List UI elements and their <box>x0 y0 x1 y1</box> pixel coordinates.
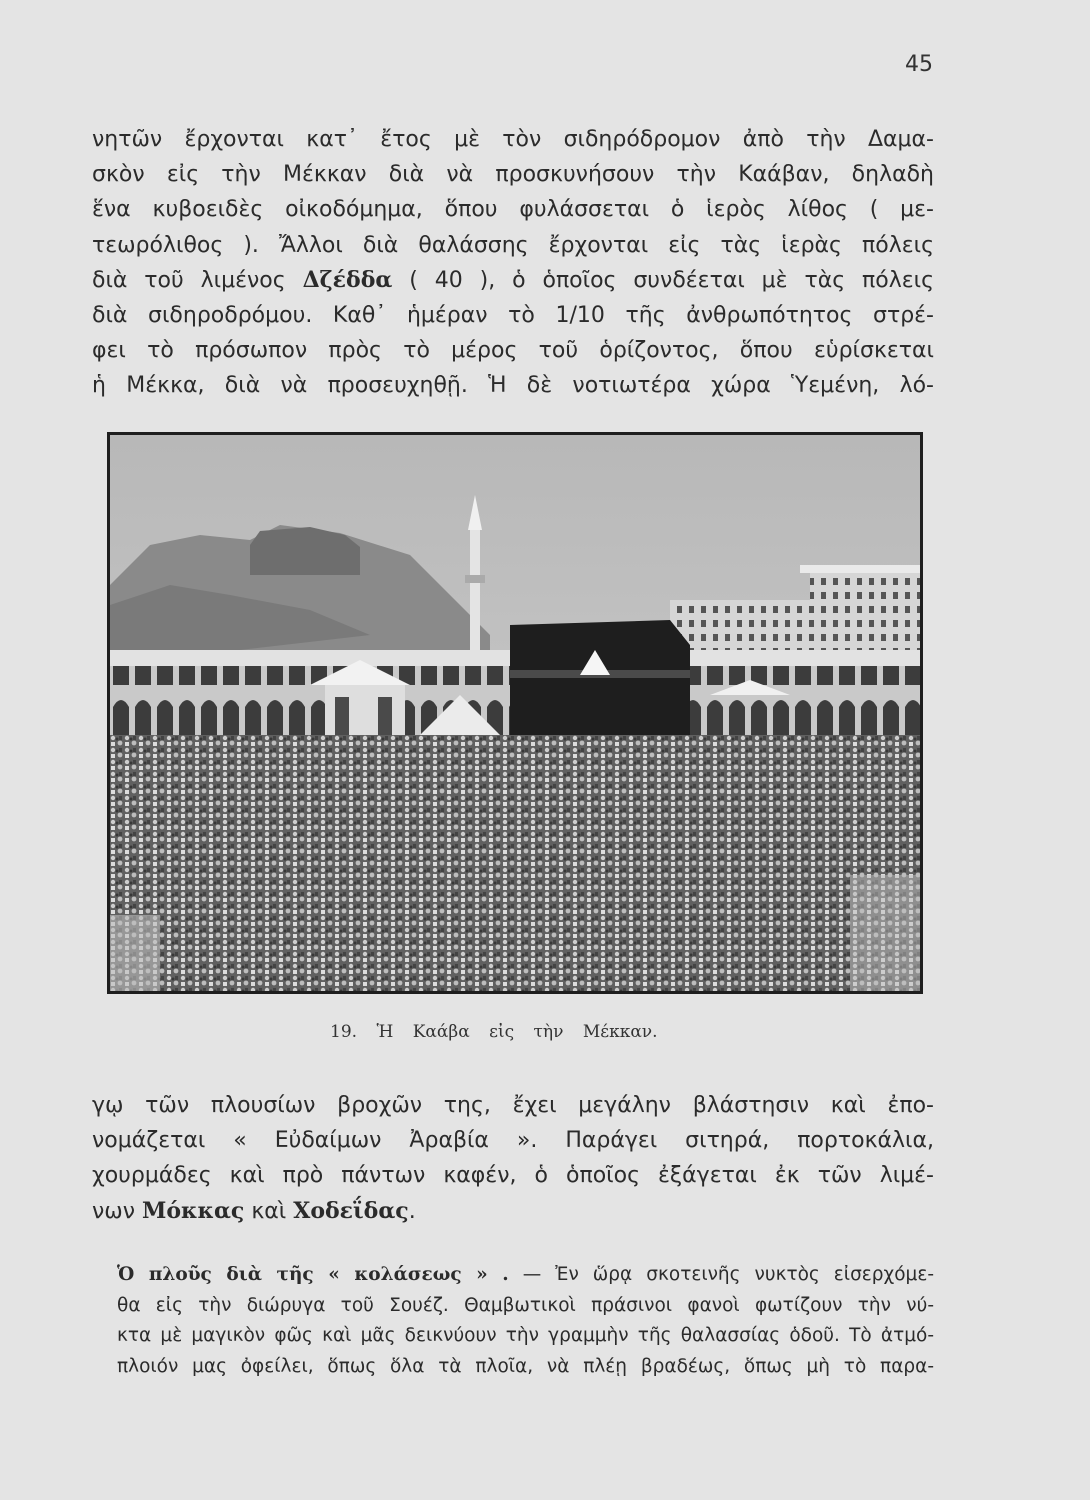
text-line: νητῶν ἔρχονται κατ᾽ ἔτος μὲ τὸν σιδηρόδρομον ἀπὸ τὴν Δαμα- <box>92 127 934 152</box>
text-line: ἕνα κυβοειδὲς οἰκοδόμημα, ὅπου φυλάσσεται ὁ ἱερὸς λίθος ( με- <box>92 197 934 223</box>
text-line: κτα μὲ μαγικὸν φῶς καὶ μᾶς δεικνύουν τὴν γραμμὴν τῆς θαλασσίας ὁδοῦ. Τὸ ἀτμό- <box>117 1325 934 1346</box>
text-line: ἡ Μέκκα, διὰ νὰ προσευχηθῇ. Ἡ δὲ νοτιωτέρα χώρα Ὑεμένη, λό- <box>92 373 934 399</box>
paragraph-mid <box>92 1088 934 1229</box>
caption-word: τὴν <box>533 1022 564 1042</box>
text-line <box>117 1260 934 1291</box>
text-line: γῳ τῶν πλουσίων βροχῶν της, ἔχει μεγάλην βλάστησιν καὶ ἐπο- <box>92 1093 934 1118</box>
caption-word: Καάβα <box>412 1022 470 1042</box>
text-line: φει τὸ πρόσωπον πρὸς τὸ μέρος τοῦ ὁρίζοντος, ὅπου εὑρίσκεται <box>92 338 934 364</box>
text-span: νων <box>92 1198 142 1224</box>
text-line: σκὸν εἰς τὴν Μέκκαν διὰ νὰ προσκυνήσουν τὴν Καάβαν, δηλαδὴ <box>92 162 934 188</box>
section-title: Ὁ πλοῦς διὰ τῆς « κολάσεως » . <box>117 1264 509 1285</box>
caption-word: Μέκκαν. <box>582 1022 658 1042</box>
text-line: πλοιόν μας ὀφείλει, ὅπως ὅλα τὰ πλοῖα, νὰ πλέῃ βραδέως, ὅπως μὴ τὸ παρα- <box>117 1355 934 1377</box>
text-line: νομάζεται « Εὐδαίμων Ἀραβία ». Παράγει σιτηρά, πορτοκάλια, <box>92 1128 934 1154</box>
text-span: . <box>408 1198 416 1224</box>
place-name-hodeida: Χοδεΐδας <box>293 1197 409 1224</box>
place-name-djedda: Δζέδδα <box>302 266 393 293</box>
kaaba-photograph <box>107 432 923 994</box>
photo-illustration <box>110 435 920 991</box>
caption-word: εἰς <box>489 1022 515 1042</box>
caption-word: Ἡ <box>376 1022 394 1042</box>
place-name-mokka: Μόκκας <box>142 1197 245 1224</box>
text-line: διὰ σιδηροδρόμου. Καθ᾽ ἡμέραν τὸ 1/10 τῆς ἀνθρωπότητος στρέ- <box>92 302 934 328</box>
text-span: διὰ τοῦ λιμένος <box>92 267 303 293</box>
text-line <box>92 263 934 298</box>
text-line: τεωρόλιθος ). Ἄλλοι διὰ θαλάσσης ἔρχονται εἰς τὰς ἱερὰς πόλεις <box>92 232 934 258</box>
figure-number: 19. <box>330 1022 358 1042</box>
text-line: θα εἰς τὴν διώρυγα τοῦ Σουέζ. Θαμβωτικοὶ πράσινοι φανοὶ φωτίζουν τὴν νύ- <box>117 1294 934 1316</box>
page-number: 45 <box>905 52 933 77</box>
text-line <box>92 1194 934 1229</box>
paragraph-top <box>92 122 934 404</box>
text-span: — Ἐν ὥρᾳ σκοτεινῆς νυκτὸς εἰσερχόμε- <box>508 1264 934 1285</box>
figure-caption <box>330 1022 730 1042</box>
text-span: ( 40 ), ὁ ὁποῖος συνδέεται μὲ τὰς πόλεις <box>392 267 934 293</box>
text-line: χουρμάδες καὶ πρὸ πάντων καφέν, ὁ ὁποῖος ἐξάγεται ἐκ τῶν λιμέ- <box>92 1163 934 1189</box>
text-span: καὶ <box>244 1198 294 1224</box>
paragraph-small <box>117 1260 934 1382</box>
